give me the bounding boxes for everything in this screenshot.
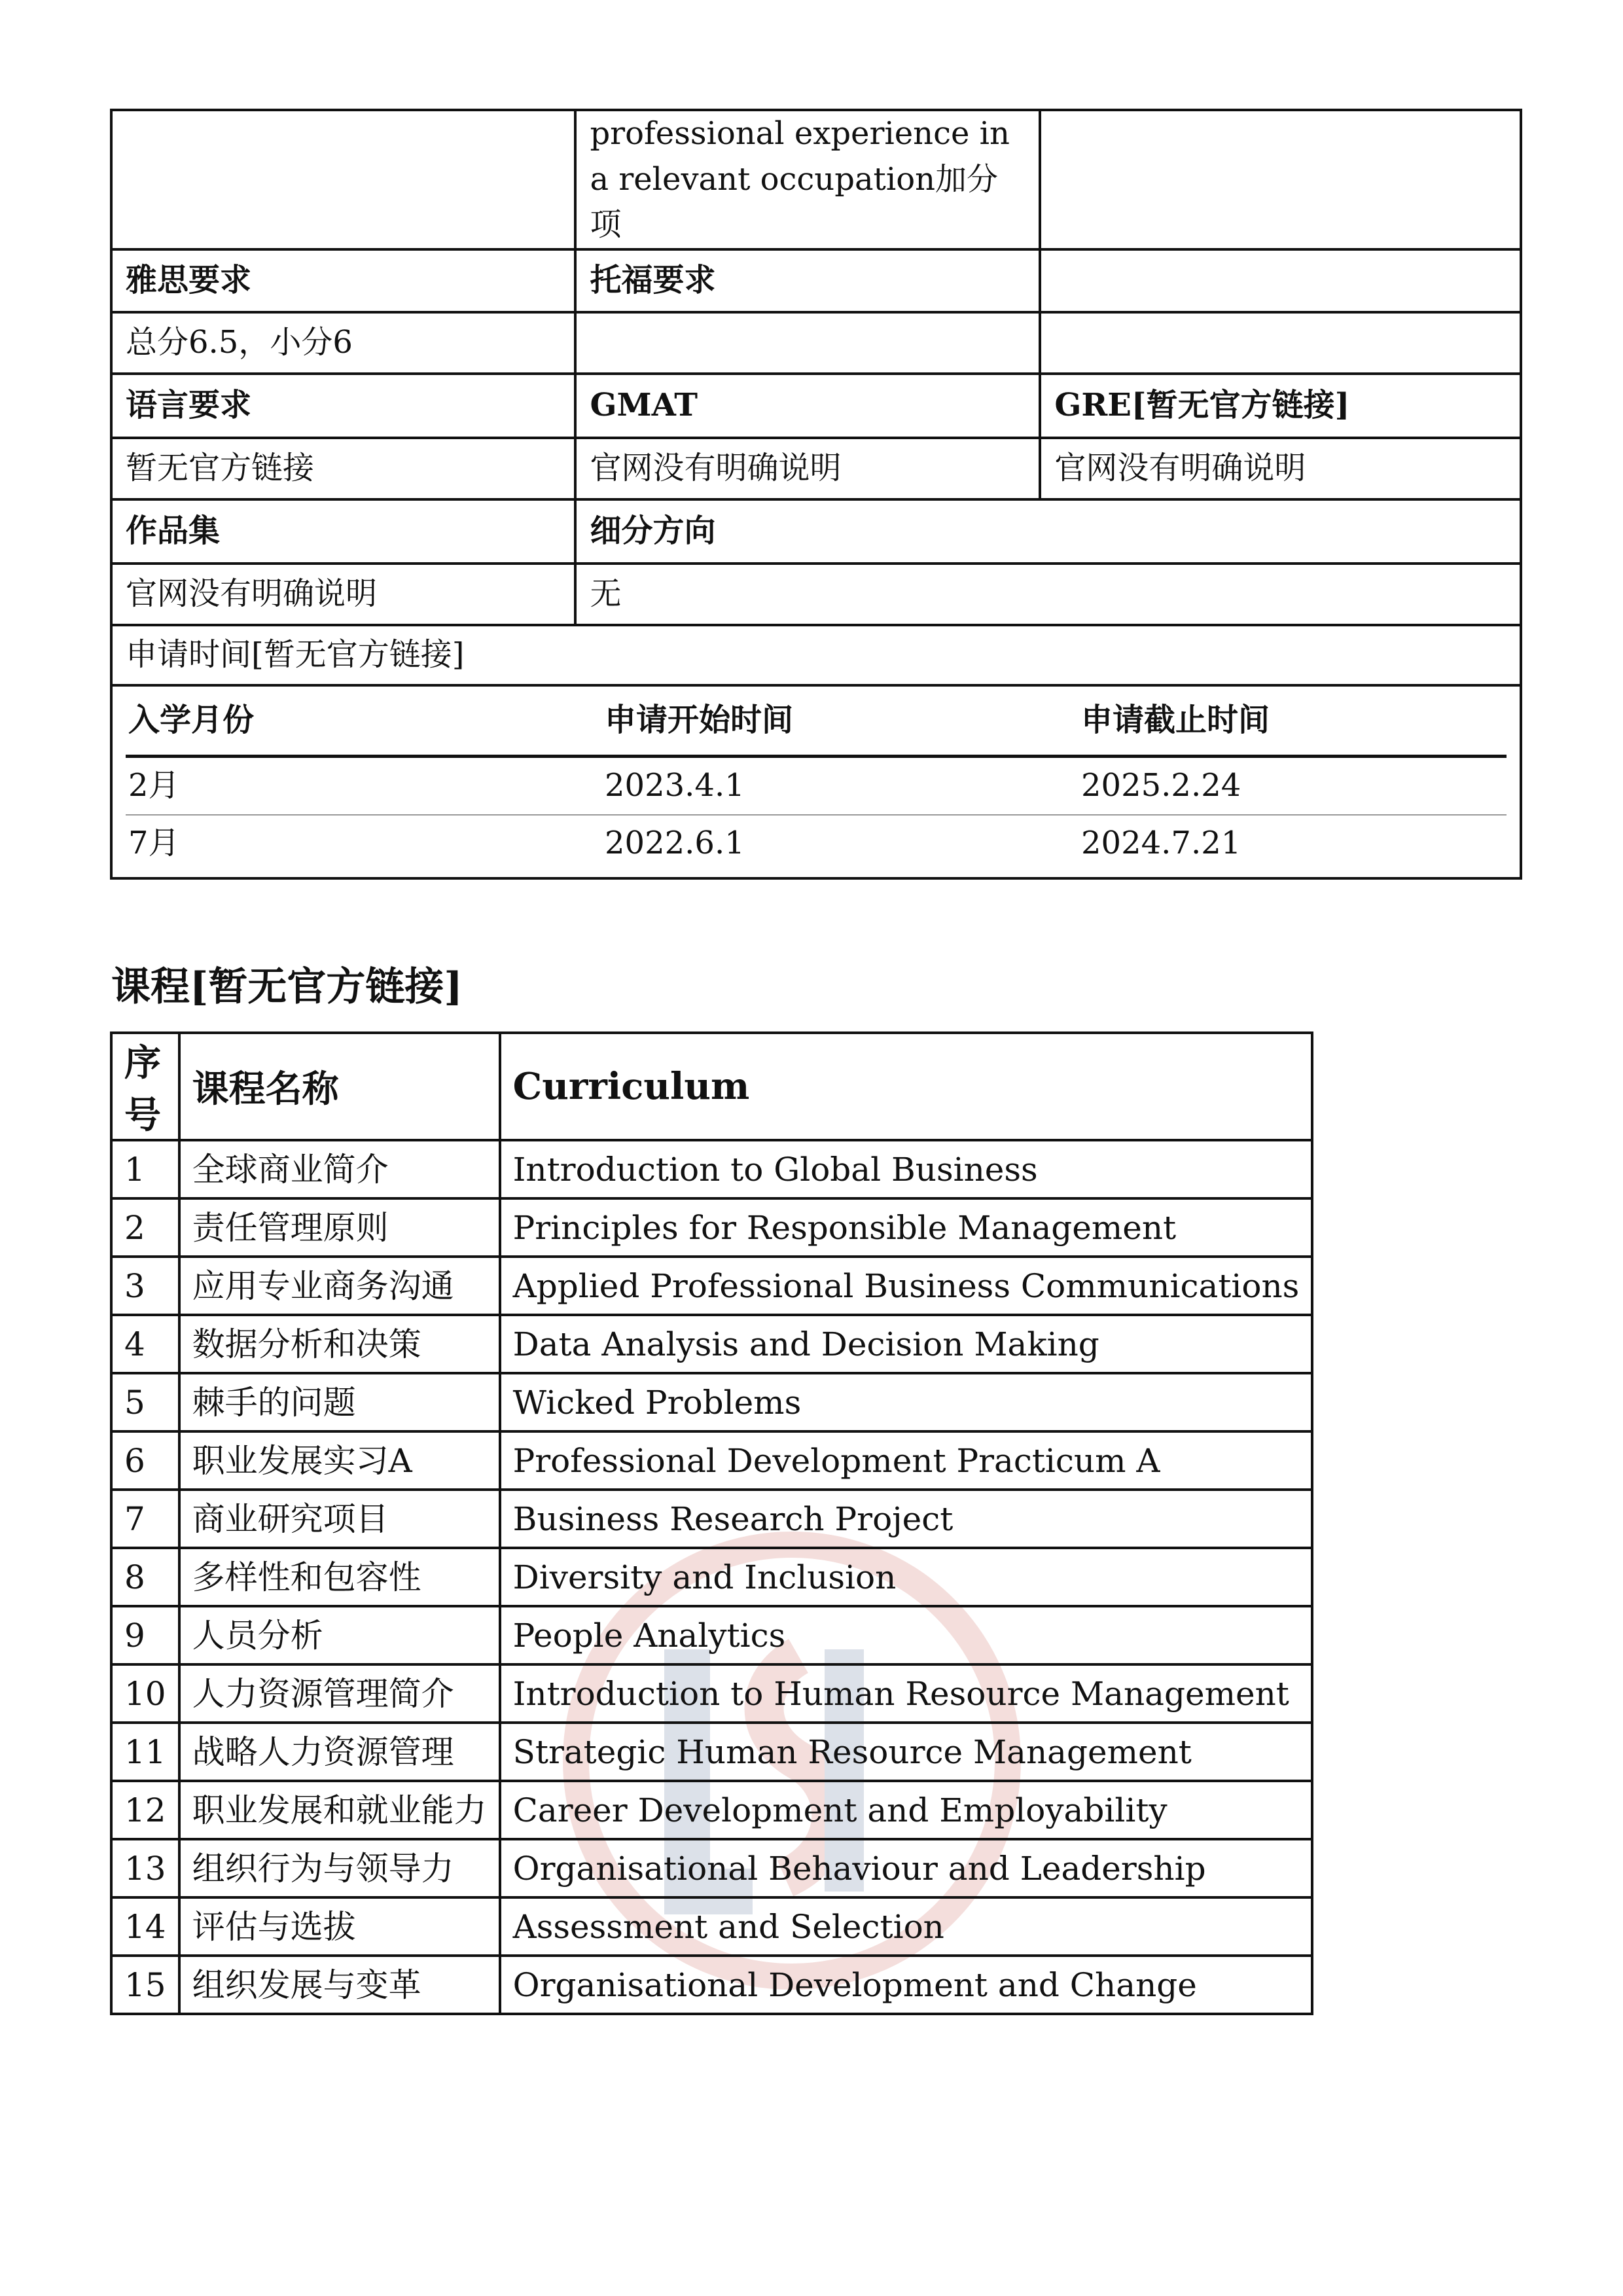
course-name-en: Professional Development Practicum A: [500, 1431, 1313, 1490]
course-name-cn: 人员分析: [179, 1606, 500, 1664]
gmat-label: GMAT: [575, 374, 1040, 438]
intake-start: 2023.4.1: [602, 756, 1079, 815]
gre-value: 官网没有明确说明: [1040, 438, 1521, 499]
portfolio-value: 官网没有明确说明: [111, 564, 575, 625]
table-row: [111, 1956, 1312, 2014]
table-row: [111, 1315, 1312, 1373]
intake-header-row: [126, 687, 1507, 757]
course-number: 10: [111, 1664, 179, 1723]
course-number: 7: [111, 1490, 179, 1548]
direction-value: 无: [575, 564, 1521, 625]
course-name-cn: 组织行为与领导力: [179, 1839, 500, 1897]
course-number: 4: [111, 1315, 179, 1373]
course-name-en: Organisational Development and Change: [500, 1956, 1313, 2014]
course-name-en: Wicked Problems: [500, 1373, 1313, 1431]
ielts-label: 雅思要求: [111, 249, 575, 312]
course-name-cn: 战略人力资源管理: [179, 1723, 500, 1781]
intake-row: [126, 756, 1507, 815]
portfolio-label: 作品集: [111, 499, 575, 564]
course-name-cn: 职业发展实习A: [179, 1431, 500, 1490]
course-name-cn: 组织发展与变革: [179, 1956, 500, 2014]
course-name-cn: 职业发展和就业能力: [179, 1781, 500, 1839]
gre-label: GRE[暂无官方链接]: [1040, 374, 1521, 438]
course-name-en: Business Research Project: [500, 1490, 1313, 1548]
table-row: [111, 1723, 1312, 1781]
course-number: 8: [111, 1548, 179, 1606]
table-row: [111, 1257, 1312, 1315]
course-name-en: Diversity and Inclusion: [500, 1548, 1313, 1606]
intake-table-cell: [111, 685, 1521, 878]
ielts-value: 总分6.5，小分6: [111, 312, 575, 374]
intake-month: 7月: [128, 824, 180, 861]
course-name-cn: 全球商业简介: [179, 1140, 500, 1198]
header-course-name: 课程名称: [179, 1033, 500, 1140]
course-name-en: Applied Professional Business Communications: [500, 1257, 1313, 1315]
application-time-label: 申请时间[暂无官方链接]: [111, 625, 1521, 685]
table-row: [111, 1548, 1312, 1606]
table-row: [111, 1664, 1312, 1723]
course-number: 14: [111, 1897, 179, 1956]
table-row: [111, 1490, 1312, 1548]
course-name-en: Introduction to Human Resource Management: [500, 1664, 1313, 1723]
course-name-en: Data Analysis and Decision Making: [500, 1315, 1313, 1373]
course-name-cn: 评估与选拔: [179, 1897, 500, 1956]
intake-deadline: 2025.2.24: [1079, 756, 1507, 815]
requirements-table: [110, 109, 1522, 880]
empty-cell: [575, 312, 1040, 374]
course-number: 1: [111, 1140, 179, 1198]
intake-start: 2022.6.1: [605, 824, 745, 861]
table-row: [111, 1897, 1312, 1956]
course-name-cn: 棘手的问题: [179, 1373, 500, 1431]
course-number: 9: [111, 1606, 179, 1664]
intake-header-start: 申请开始时间: [602, 687, 1079, 757]
intake-header-month: 入学月份: [126, 687, 602, 757]
table-row: [111, 1431, 1312, 1490]
work-experience-note: professional experience in a relevant occupation加分项: [575, 110, 1040, 249]
course-name-en: Organisational Behaviour and Leadership: [500, 1839, 1313, 1897]
language-label: 语言要求: [111, 374, 575, 438]
intake-header-deadline: 申请截止时间: [1079, 687, 1507, 757]
course-name-en: People Analytics: [500, 1606, 1313, 1664]
course-name-en: Assessment and Selection: [500, 1897, 1313, 1956]
course-name-cn: 责任管理原则: [179, 1198, 500, 1257]
course-number: 13: [111, 1839, 179, 1897]
empty-cell: [111, 110, 575, 249]
toefl-label: 托福要求: [575, 249, 1040, 312]
course-name-cn: 商业研究项目: [179, 1490, 500, 1548]
table-row: [111, 1781, 1312, 1839]
table-row: [111, 1839, 1312, 1897]
course-number: 5: [111, 1373, 179, 1431]
intake-row: [126, 815, 1507, 872]
direction-label: 细分方向: [575, 499, 1521, 564]
gmat-value: 官网没有明确说明: [575, 438, 1040, 499]
course-number: 3: [111, 1257, 179, 1315]
course-number: 11: [111, 1723, 179, 1781]
course-name-cn: 应用专业商务沟通: [179, 1257, 500, 1315]
course-name-en: Principles for Responsible Management: [500, 1198, 1313, 1257]
course-name-en: Introduction to Global Business: [500, 1140, 1313, 1198]
table-row: [111, 1140, 1312, 1198]
header-curriculum: Curriculum: [500, 1033, 1313, 1140]
intake-month: 2月: [126, 756, 602, 815]
course-name-en: Strategic Human Resource Management: [500, 1723, 1313, 1781]
empty-cell: [1040, 110, 1521, 249]
course-number: 6: [111, 1431, 179, 1490]
table-row: [111, 1606, 1312, 1664]
course-number: 2: [111, 1198, 179, 1257]
intake-table: [126, 687, 1507, 872]
courses-title: 课程[暂无官方链接]: [111, 964, 463, 1010]
course-name-cn: 数据分析和决策: [179, 1315, 500, 1373]
table-row: [111, 1373, 1312, 1431]
course-name-cn: 多样性和包容性: [179, 1548, 500, 1606]
courses-body: [111, 1140, 1312, 2014]
course-name-en: Career Development and Employability: [500, 1781, 1313, 1839]
language-value: 暂无官方链接: [111, 438, 575, 499]
intake-deadline: 2024.7.21: [1081, 824, 1241, 861]
course-number: 12: [111, 1781, 179, 1839]
courses-header-row: [111, 1033, 1312, 1140]
course-name-cn: 人力资源管理简介: [179, 1664, 500, 1723]
courses-table: [110, 1031, 1313, 2015]
course-number: 15: [111, 1956, 179, 2014]
table-row: [111, 1198, 1312, 1257]
empty-cell: [1040, 249, 1521, 312]
empty-cell: [1040, 312, 1521, 374]
header-number: 序号: [111, 1033, 179, 1140]
